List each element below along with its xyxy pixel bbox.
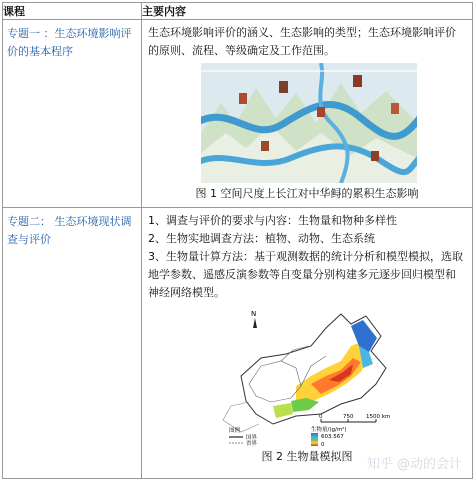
scale-label: 1500 km xyxy=(366,414,391,420)
legend-item: 省界 xyxy=(246,441,258,446)
legend-title: 图例 xyxy=(229,428,241,434)
biomass-title: 生物量/(g/m²) xyxy=(311,427,347,433)
biomass-max: 603.567 xyxy=(321,434,344,440)
north-label: N xyxy=(251,310,257,318)
legend-item: 国界 xyxy=(246,435,258,441)
header-course: 课程 xyxy=(3,3,142,20)
scale-label: 750 xyxy=(343,414,354,420)
content-text: 生态环境影响评价的涵义、生态影响的类型；生态环境影响评价的原则、流程、等级确定及工作范围。 xyxy=(148,26,456,57)
biomass-min: 0 xyxy=(321,442,325,446)
biomass-colorbar xyxy=(311,433,318,446)
content-cell xyxy=(142,20,473,208)
header-content: 主要内容 xyxy=(142,3,473,20)
table-row xyxy=(3,208,473,479)
topic-cell: 专题二： 生态环境现状调查与评价 xyxy=(3,208,142,479)
table-header-row xyxy=(3,3,473,20)
biomass-map xyxy=(201,306,411,446)
content-item: 3、生物量计算方法：基于观测数据的统计分析和模型模拟，选取地学参数、遥感反演参数等自变量分别构建多元逐步回归模型和神经网络模型。 xyxy=(148,250,463,299)
table-row xyxy=(3,20,473,208)
scale-label: 0 xyxy=(319,414,323,420)
landscape-illustration xyxy=(201,63,417,183)
topic-cell: 专题一 ：生态环境影响评价的基本程序 xyxy=(3,20,142,208)
biomass-map-figure xyxy=(201,306,411,446)
content-item: 1、调查与评价的要求与内容：生物量和物种多样性 xyxy=(148,214,397,227)
course-table xyxy=(2,2,473,479)
content-cell xyxy=(142,208,473,479)
watermark: 知乎 @动的会计 xyxy=(366,457,462,472)
content-item: 2、生物实地调查方法：植物、动物、生态系统 xyxy=(148,232,375,245)
figure-2-caption: 图 2 生物量模拟图 xyxy=(261,450,353,463)
yangtze-impact-figure xyxy=(201,63,417,183)
figure-1-caption: 图 1 空间尺度上长江对中华鲟的累积生态影响 xyxy=(195,187,419,200)
